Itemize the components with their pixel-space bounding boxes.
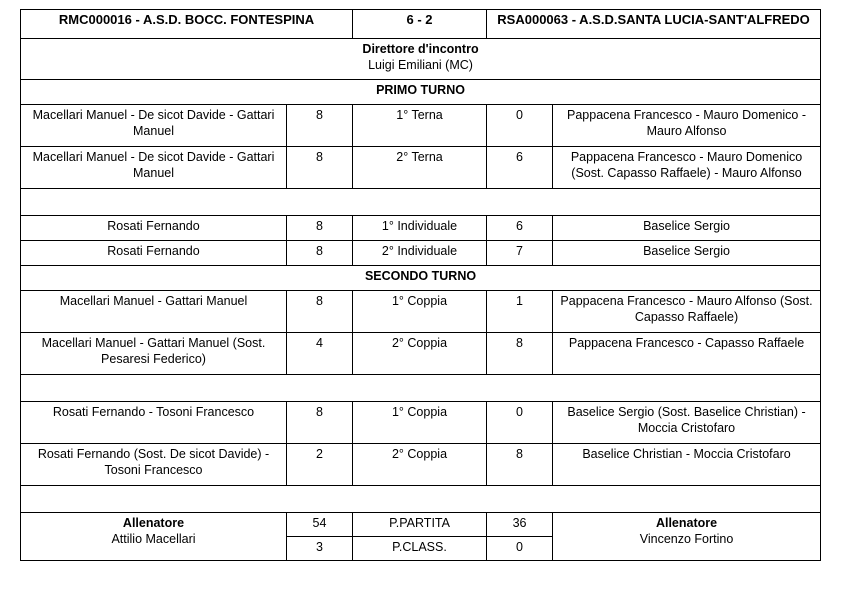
home-players: Macellari Manuel - De sicot Davide - Gattari Manuel <box>21 147 287 189</box>
away-score: 8 <box>487 333 553 375</box>
away-class-points: 0 <box>487 537 553 561</box>
away-score: 6 <box>487 216 553 241</box>
away-players: Baselice Christian - Moccia Cristofaro <box>553 444 821 486</box>
match-row <box>21 402 821 444</box>
home-players: Rosati Fernando - Tosoni Francesco <box>21 402 287 444</box>
game-type: 1° Individuale <box>353 216 487 241</box>
away-players: Baselice Sergio <box>553 241 821 266</box>
game-type: 2° Coppia <box>353 333 487 375</box>
footer-row-partita <box>21 513 821 537</box>
away-players: Pappacena Francesco - Mauro Domenico - Mauro Alfonso <box>553 105 821 147</box>
match-row <box>21 291 821 333</box>
header-row <box>21 10 821 39</box>
game-type: 1° Coppia <box>353 402 487 444</box>
match-row <box>21 241 821 266</box>
home-players: Macellari Manuel - Gattari Manuel <box>21 291 287 333</box>
director-row <box>21 39 821 80</box>
section-row <box>21 80 821 105</box>
second-round-title: SECONDO TURNO <box>21 266 821 291</box>
match-report-table <box>20 9 821 561</box>
director-cell <box>21 39 821 80</box>
home-partita-points: 54 <box>287 513 353 537</box>
home-score: 8 <box>287 402 353 444</box>
away-coach-cell <box>553 513 821 561</box>
away-score: 0 <box>487 402 553 444</box>
home-players: Rosati Fernando <box>21 241 287 266</box>
away-players: Pappacena Francesco - Capasso Raffaele <box>553 333 821 375</box>
away-coach-label: Allenatore <box>655 516 718 530</box>
away-coach-name: Vincenzo Fortino <box>639 532 734 546</box>
match-row <box>21 444 821 486</box>
game-type: 1° Coppia <box>353 291 487 333</box>
spacer-cell <box>21 486 821 513</box>
partita-label: P.PARTITA <box>353 513 487 537</box>
game-type: 2° Individuale <box>353 241 487 266</box>
home-score: 8 <box>287 105 353 147</box>
home-score: 2 <box>287 444 353 486</box>
home-score: 8 <box>287 147 353 189</box>
away-score: 0 <box>487 105 553 147</box>
home-players: Rosati Fernando <box>21 216 287 241</box>
game-type: 2° Coppia <box>353 444 487 486</box>
section-row <box>21 266 821 291</box>
match-score: 6 - 2 <box>353 10 487 39</box>
first-round-title: PRIMO TURNO <box>21 80 821 105</box>
away-score: 7 <box>487 241 553 266</box>
away-score: 8 <box>487 444 553 486</box>
game-type: 1° Terna <box>353 105 487 147</box>
home-score: 8 <box>287 241 353 266</box>
home-coach-cell <box>21 513 287 561</box>
game-type: 2° Terna <box>353 147 487 189</box>
home-score: 8 <box>287 216 353 241</box>
home-players: Macellari Manuel - De sicot Davide - Gattari Manuel <box>21 105 287 147</box>
away-players: Baselice Sergio (Sost. Baselice Christian) - Moccia Cristofaro <box>553 402 821 444</box>
away-players: Pappacena Francesco - Mauro Alfonso (Sost. Capasso Raffaele) <box>553 291 821 333</box>
home-class-points: 3 <box>287 537 353 561</box>
home-coach-name: Attilio Macellari <box>111 532 196 546</box>
match-row <box>21 216 821 241</box>
match-row <box>21 333 821 375</box>
match-row <box>21 147 821 189</box>
home-team: RMC000016 - A.S.D. BOCC. FONTESPINA <box>21 10 353 39</box>
home-score: 4 <box>287 333 353 375</box>
home-players: Macellari Manuel - Gattari Manuel (Sost. Pesaresi Federico) <box>21 333 287 375</box>
match-row <box>21 105 821 147</box>
away-score: 1 <box>487 291 553 333</box>
class-label: P.CLASS. <box>353 537 487 561</box>
away-players: Pappacena Francesco - Mauro Domenico (Sost. Capasso Raffaele) - Mauro Alfonso <box>553 147 821 189</box>
spacer-row <box>21 375 821 402</box>
home-players: Rosati Fernando (Sost. De sicot Davide) - Tosoni Francesco <box>21 444 287 486</box>
spacer-row <box>21 486 821 513</box>
away-score: 6 <box>487 147 553 189</box>
away-team: RSA000063 - A.S.D.SANTA LUCIA-SANT'ALFREDO <box>487 10 821 39</box>
spacer-cell <box>21 189 821 216</box>
spacer-cell <box>21 375 821 402</box>
away-players: Baselice Sergio <box>553 216 821 241</box>
home-score: 8 <box>287 291 353 333</box>
director-name: Luigi Emiliani (MC) <box>368 58 473 72</box>
away-partita-points: 36 <box>487 513 553 537</box>
home-coach-label: Allenatore <box>122 516 185 530</box>
director-label: Direttore d'incontro <box>362 42 479 56</box>
spacer-row <box>21 189 821 216</box>
